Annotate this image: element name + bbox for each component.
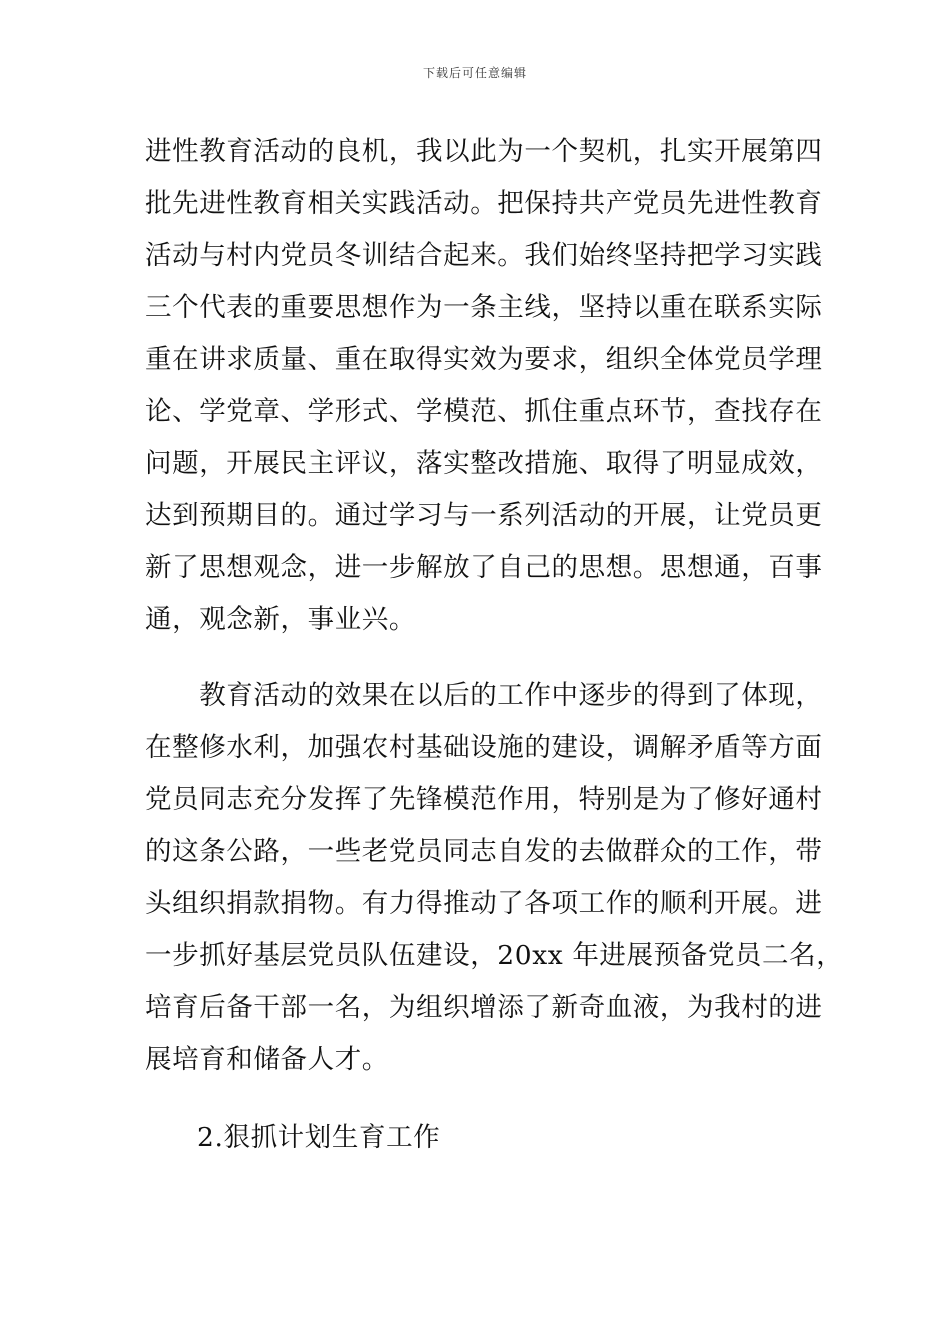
paragraph-line: 达到预期目的。通过学习与一系列活动的开展，让党员更	[145, 500, 823, 531]
paragraph-line: 进性教育活动的良机，我以此为一个契机，扎实开展第四	[145, 136, 823, 167]
paragraph-line: 论、学党章、学形式、学模范、抓住重点环节，查找存在	[145, 396, 823, 427]
paragraph-line: 新了思想观念，进一步解放了自己的思想。思想通，百事	[145, 552, 823, 583]
paragraph-line: 党员同志充分发挥了先锋模范作用，特别是为了修好通村	[145, 784, 823, 815]
paragraph-line: 教育活动的效果在以后的工作中逐步的得到了体现，	[145, 680, 823, 711]
header-note: 下载后可任意编辑	[422, 66, 527, 80]
paragraph-line: 的这条公路，一些老党员同志自发的去做群众的工作，带	[145, 836, 823, 867]
paragraph-line: 头组织捐款捐物。有力得推动了各项工作的顺利开展。进	[145, 888, 823, 919]
paragraph-1	[145, 126, 823, 646]
paragraph-line: 三个代表的重要思想作为一条主线，坚持以重在联系实际	[145, 292, 823, 323]
paragraph-line: 问题，开展民主评议，落实整改措施、取得了明显成效，	[145, 448, 823, 479]
paragraph-line: 在整修水利，加强农村基础设施的建设，调解矛盾等方面	[145, 732, 823, 763]
paragraph-line: 重在讲求质量、重在取得实效为要求，组织全体党员学理	[145, 344, 823, 375]
paragraph-line: 活动与村内党员冬训结合起来。我们始终坚持把学习实践	[145, 240, 823, 271]
paragraph-line: 展培育和储备人才。	[145, 1044, 389, 1075]
paragraph-2	[145, 670, 844, 1086]
section-heading: 2.狠抓计划生育工作	[197, 1122, 441, 1153]
paragraph-line: 培育后备干部一名，为组织增添了新奇血液，为我村的进	[145, 992, 823, 1023]
paragraph-line: 批先进性教育相关实践活动。把保持共产党员先进性教育	[145, 188, 823, 219]
paragraph-line: 通，观念新，事业兴。	[145, 604, 416, 635]
paragraph-line: 一步抓好基层党员队伍建设，20xx 年进展预备党员二名，	[145, 940, 844, 971]
